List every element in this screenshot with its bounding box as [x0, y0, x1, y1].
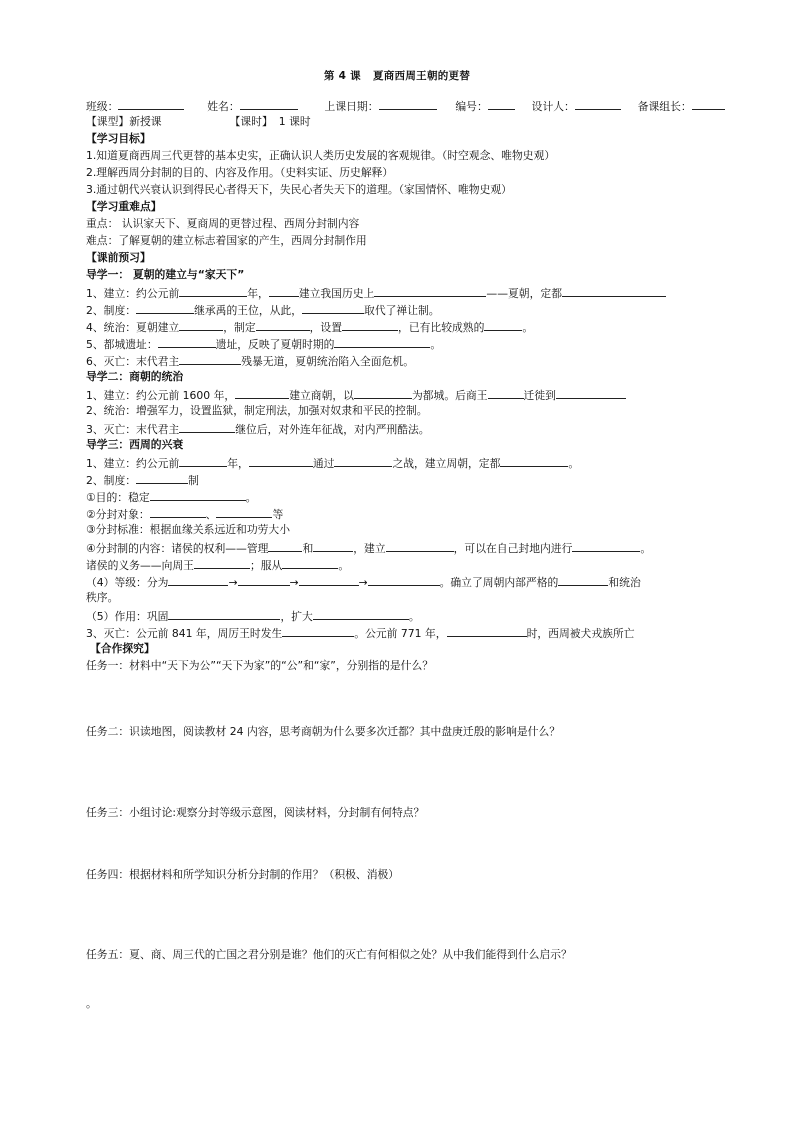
guide3-title: 导学三：西周的兴衰 — [86, 438, 184, 451]
key-points-heading: 【学习重难点】 — [86, 200, 162, 213]
text-segment: 继承禹的王位，从此， — [194, 304, 303, 317]
fill-blank[interactable] — [556, 387, 626, 399]
fill-blank[interactable] — [249, 455, 313, 467]
guide1-line2 — [86, 302, 440, 318]
fill-blank[interactable] — [313, 608, 409, 620]
fill-blank[interactable] — [136, 472, 188, 484]
arrow-glyph: → — [228, 576, 238, 589]
guide3-standard: ③分封标准：根据血缘关系远近和功劳大小 — [86, 523, 291, 536]
fill-blank[interactable] — [179, 455, 227, 467]
course-type-label: 【课型】 — [86, 115, 130, 128]
text-segment: 等 — [272, 508, 284, 521]
preview-heading: 【课前预习】 — [86, 251, 151, 264]
fill-blank[interactable] — [256, 319, 310, 331]
guide3-line1 — [86, 455, 579, 471]
fill-blank[interactable] — [179, 319, 223, 331]
designer-blank[interactable] — [575, 98, 621, 110]
fill-blank[interactable] — [150, 506, 206, 518]
text-segment: 1、建立：约公元前 1600 年， — [86, 389, 236, 402]
text-segment: 2、制度： — [86, 474, 137, 487]
number-label: 编号： — [455, 100, 488, 113]
text-segment: ④分封制的内容：诸侯的权利——管理 — [86, 542, 269, 555]
guide3-fall — [86, 625, 635, 641]
text-segment: 年， — [227, 457, 249, 470]
text-segment: 、 — [205, 508, 217, 521]
arrow-glyph: → — [358, 576, 368, 589]
name-label: 姓名： — [207, 100, 240, 113]
cooperation-heading: 【合作探究】 — [90, 642, 155, 655]
text-segment: 2、制度： — [86, 304, 137, 317]
guide3-ranks-end: 秩序。 — [86, 591, 119, 604]
arrow-glyph: → — [289, 576, 299, 589]
fill-blank[interactable] — [334, 336, 430, 348]
leader-blank[interactable] — [692, 98, 725, 110]
fill-blank[interactable] — [299, 574, 359, 586]
text-segment: ，扩大 — [280, 610, 313, 623]
course-type-row — [86, 115, 311, 129]
objective-item: 1.知道夏商西周三代更替的基本史实，正确认识人类历史发展的客观规律。（时空观念、唯物史观） — [86, 149, 556, 162]
key-focus: 重点： 认识家天下、夏商周的更替过程、西周分封制内容 — [86, 217, 360, 230]
text-segment: 时，西周被犬戎族所亡 — [526, 627, 635, 640]
fill-blank[interactable] — [488, 387, 524, 399]
fill-blank[interactable] — [313, 540, 353, 552]
designer-label: 设计人： — [531, 100, 575, 113]
task-two: 任务二：识读地图，阅读教材 24 内容，思考商朝为什么要多次迁都？其中盘庚迁殷的影响是什么？ — [86, 725, 561, 738]
text-segment: 和 — [302, 542, 314, 555]
guide3-duties — [86, 557, 349, 573]
text-segment: ②分封对象： — [86, 508, 150, 521]
fill-blank[interactable] — [216, 506, 272, 518]
text-segment: （4）等级：分为 — [86, 576, 169, 589]
guide3-purpose — [86, 489, 256, 505]
fill-blank[interactable] — [168, 608, 280, 620]
date-label: 上课日期： — [324, 100, 379, 113]
fill-blank[interactable] — [158, 336, 216, 348]
text-segment: 。确立了周朝内部严格的 — [439, 576, 559, 589]
fill-blank[interactable] — [368, 574, 440, 586]
text-segment: 残暴无道，夏朝统治陷入全面危机。 — [241, 355, 414, 368]
fill-blank[interactable] — [447, 625, 527, 637]
fill-blank[interactable] — [500, 455, 568, 467]
fill-blank[interactable] — [562, 285, 666, 297]
fill-blank[interactable] — [268, 540, 302, 552]
hours-value: 1 课时 — [278, 115, 311, 128]
fill-blank[interactable] — [179, 285, 247, 297]
text-segment: 5、都城遗址： — [86, 338, 158, 351]
lesson-number: 第 4 课 — [323, 70, 361, 82]
text-segment: 和统治 — [608, 576, 641, 589]
fill-blank[interactable] — [386, 540, 454, 552]
fill-blank[interactable] — [354, 387, 412, 399]
fill-blank[interactable] — [179, 421, 235, 433]
fill-blank[interactable] — [136, 302, 194, 314]
text-segment: 。 — [245, 491, 257, 504]
text-segment: 。 — [430, 338, 442, 351]
text-segment: 制 — [188, 474, 199, 487]
task-five: 任务五：夏、商、周三代的亡国之君分别是谁？他们的灭亡有何相似之处？从中我们能得到什么启示？ — [86, 948, 572, 961]
class-label: 班级： — [86, 100, 119, 113]
text-segment: 建立我国历史上 — [298, 287, 375, 300]
guide2-title: 导学二：商朝的统治 — [86, 370, 184, 383]
text-segment: ，建立 — [353, 542, 386, 555]
text-segment: 之战，建立周朝，定都 — [392, 457, 501, 470]
text-segment: 遗址，反映了夏朝时期的 — [215, 338, 335, 351]
text-segment: ，制定 — [223, 321, 256, 334]
text-segment: 诸侯的义务——向周王 — [86, 559, 194, 572]
objective-item: 2.理解西周分封制的目的、内容及作用。（史料实证、历史解释） — [86, 166, 394, 179]
class-blank[interactable] — [118, 98, 184, 110]
text-segment: （5）作用：巩固 — [86, 610, 169, 623]
objective-item: 3.通过朝代兴衰认识到得民心者得天下，失民心者失天下的道理。（家国情怀、唯物史观） — [86, 183, 512, 196]
fill-blank[interactable] — [150, 489, 246, 501]
fill-blank[interactable] — [168, 574, 228, 586]
fill-blank[interactable] — [194, 557, 250, 569]
guide3-content — [86, 540, 651, 556]
objectives-heading: 【学习目标】 — [86, 132, 151, 145]
hours-label: 【课时】 — [229, 115, 273, 128]
number-blank[interactable] — [488, 98, 515, 110]
fill-blank[interactable] — [179, 353, 241, 365]
text-segment: 通过 — [312, 457, 335, 470]
name-blank[interactable] — [240, 98, 298, 110]
fill-blank[interactable] — [302, 302, 364, 314]
guide3-ranks — [86, 574, 641, 590]
guide3-effect — [86, 608, 420, 624]
text-segment: 继位后，对外连年征战，对内严刑酷法。 — [235, 423, 430, 436]
text-segment: 。 — [640, 542, 652, 555]
text-segment: 6、灭亡：末代君主 — [86, 355, 180, 368]
guide3-targets — [86, 506, 283, 522]
fill-blank[interactable] — [572, 540, 640, 552]
guide1-line4 — [86, 319, 533, 335]
text-segment: 1、建立：约公元前 — [86, 287, 180, 300]
fill-blank[interactable] — [282, 625, 354, 637]
text-segment: ，已有比较成熟的 — [398, 321, 485, 334]
fill-blank[interactable] — [334, 455, 392, 467]
guide2-line1 — [86, 387, 626, 403]
key-difficulty: 难点：了解夏朝的建立标志着国家的产生，西周分封制作用 — [86, 234, 367, 247]
task-one: 任务一：材料中“天下为公”“天下为家”的“公”和“家”，分别指的是什么？ — [86, 659, 434, 672]
fill-blank[interactable] — [558, 574, 608, 586]
guide1-title: 导学一： 夏朝的建立与“家天下” — [86, 268, 245, 281]
fill-blank[interactable] — [238, 574, 290, 586]
leader-label: 备课组长： — [637, 100, 692, 113]
text-segment: 。 — [522, 321, 534, 334]
text-segment: 为都城。后商王 — [411, 389, 488, 402]
fill-blank[interactable] — [235, 387, 289, 399]
fill-blank[interactable] — [374, 285, 486, 297]
guide1-line1 — [86, 285, 666, 301]
guide1-line5 — [86, 336, 441, 352]
text-segment: 3、灭亡：末代君主 — [86, 423, 180, 436]
text-segment: 4、统治：夏朝建立 — [86, 321, 180, 334]
text-segment: 。 — [568, 457, 580, 470]
text-segment: ，设置 — [309, 321, 343, 334]
course-type-value: 新授课 — [129, 115, 162, 128]
text-segment: 1、建立：约公元前 — [86, 457, 180, 470]
guide3-line2 — [86, 472, 199, 488]
fill-blank[interactable] — [342, 319, 398, 331]
task-four: 任务四：根据材料和所学知识分析分封制的作用？（积极、消极） — [86, 868, 400, 881]
date-blank[interactable] — [379, 98, 437, 110]
text-segment: 迁徙到 — [523, 389, 556, 402]
guide2-line2: 2、统治：增强军力，设置监狱，制定刑法，加强对奴隶和平民的控制。 — [86, 404, 428, 417]
text-segment: ——夏朝，定都 — [486, 287, 562, 300]
page-title — [0, 68, 794, 83]
text-segment: ；服从 — [249, 559, 283, 572]
text-segment: 。 — [338, 559, 350, 572]
text-segment: ，可以在自己封地内进行 — [453, 542, 573, 555]
text-segment: 。 — [408, 610, 420, 623]
text-segment: 取代了禅让制。 — [364, 304, 440, 317]
fill-blank[interactable] — [484, 319, 522, 331]
text-segment: 。公元前 771 年， — [354, 627, 447, 640]
guide1-line6 — [86, 353, 414, 369]
header-row — [86, 98, 725, 114]
text-segment: 年， — [247, 287, 269, 300]
lesson-name: 夏商西周王朝的更替 — [372, 70, 471, 82]
text-segment: 建立商朝，以 — [289, 389, 354, 402]
text-segment: ①目的：稳定 — [86, 491, 150, 504]
guide2-line3 — [86, 421, 430, 437]
fill-blank[interactable] — [269, 285, 299, 297]
task-three: 任务三：小组讨论:观察分封等级示意图，阅读材料，分封制有何特点？ — [86, 806, 425, 819]
text-segment: 3、灭亡：公元前 841 年，周厉王时发生 — [86, 627, 283, 640]
end-mark: 。 — [86, 997, 97, 1010]
fill-blank[interactable] — [282, 557, 338, 569]
